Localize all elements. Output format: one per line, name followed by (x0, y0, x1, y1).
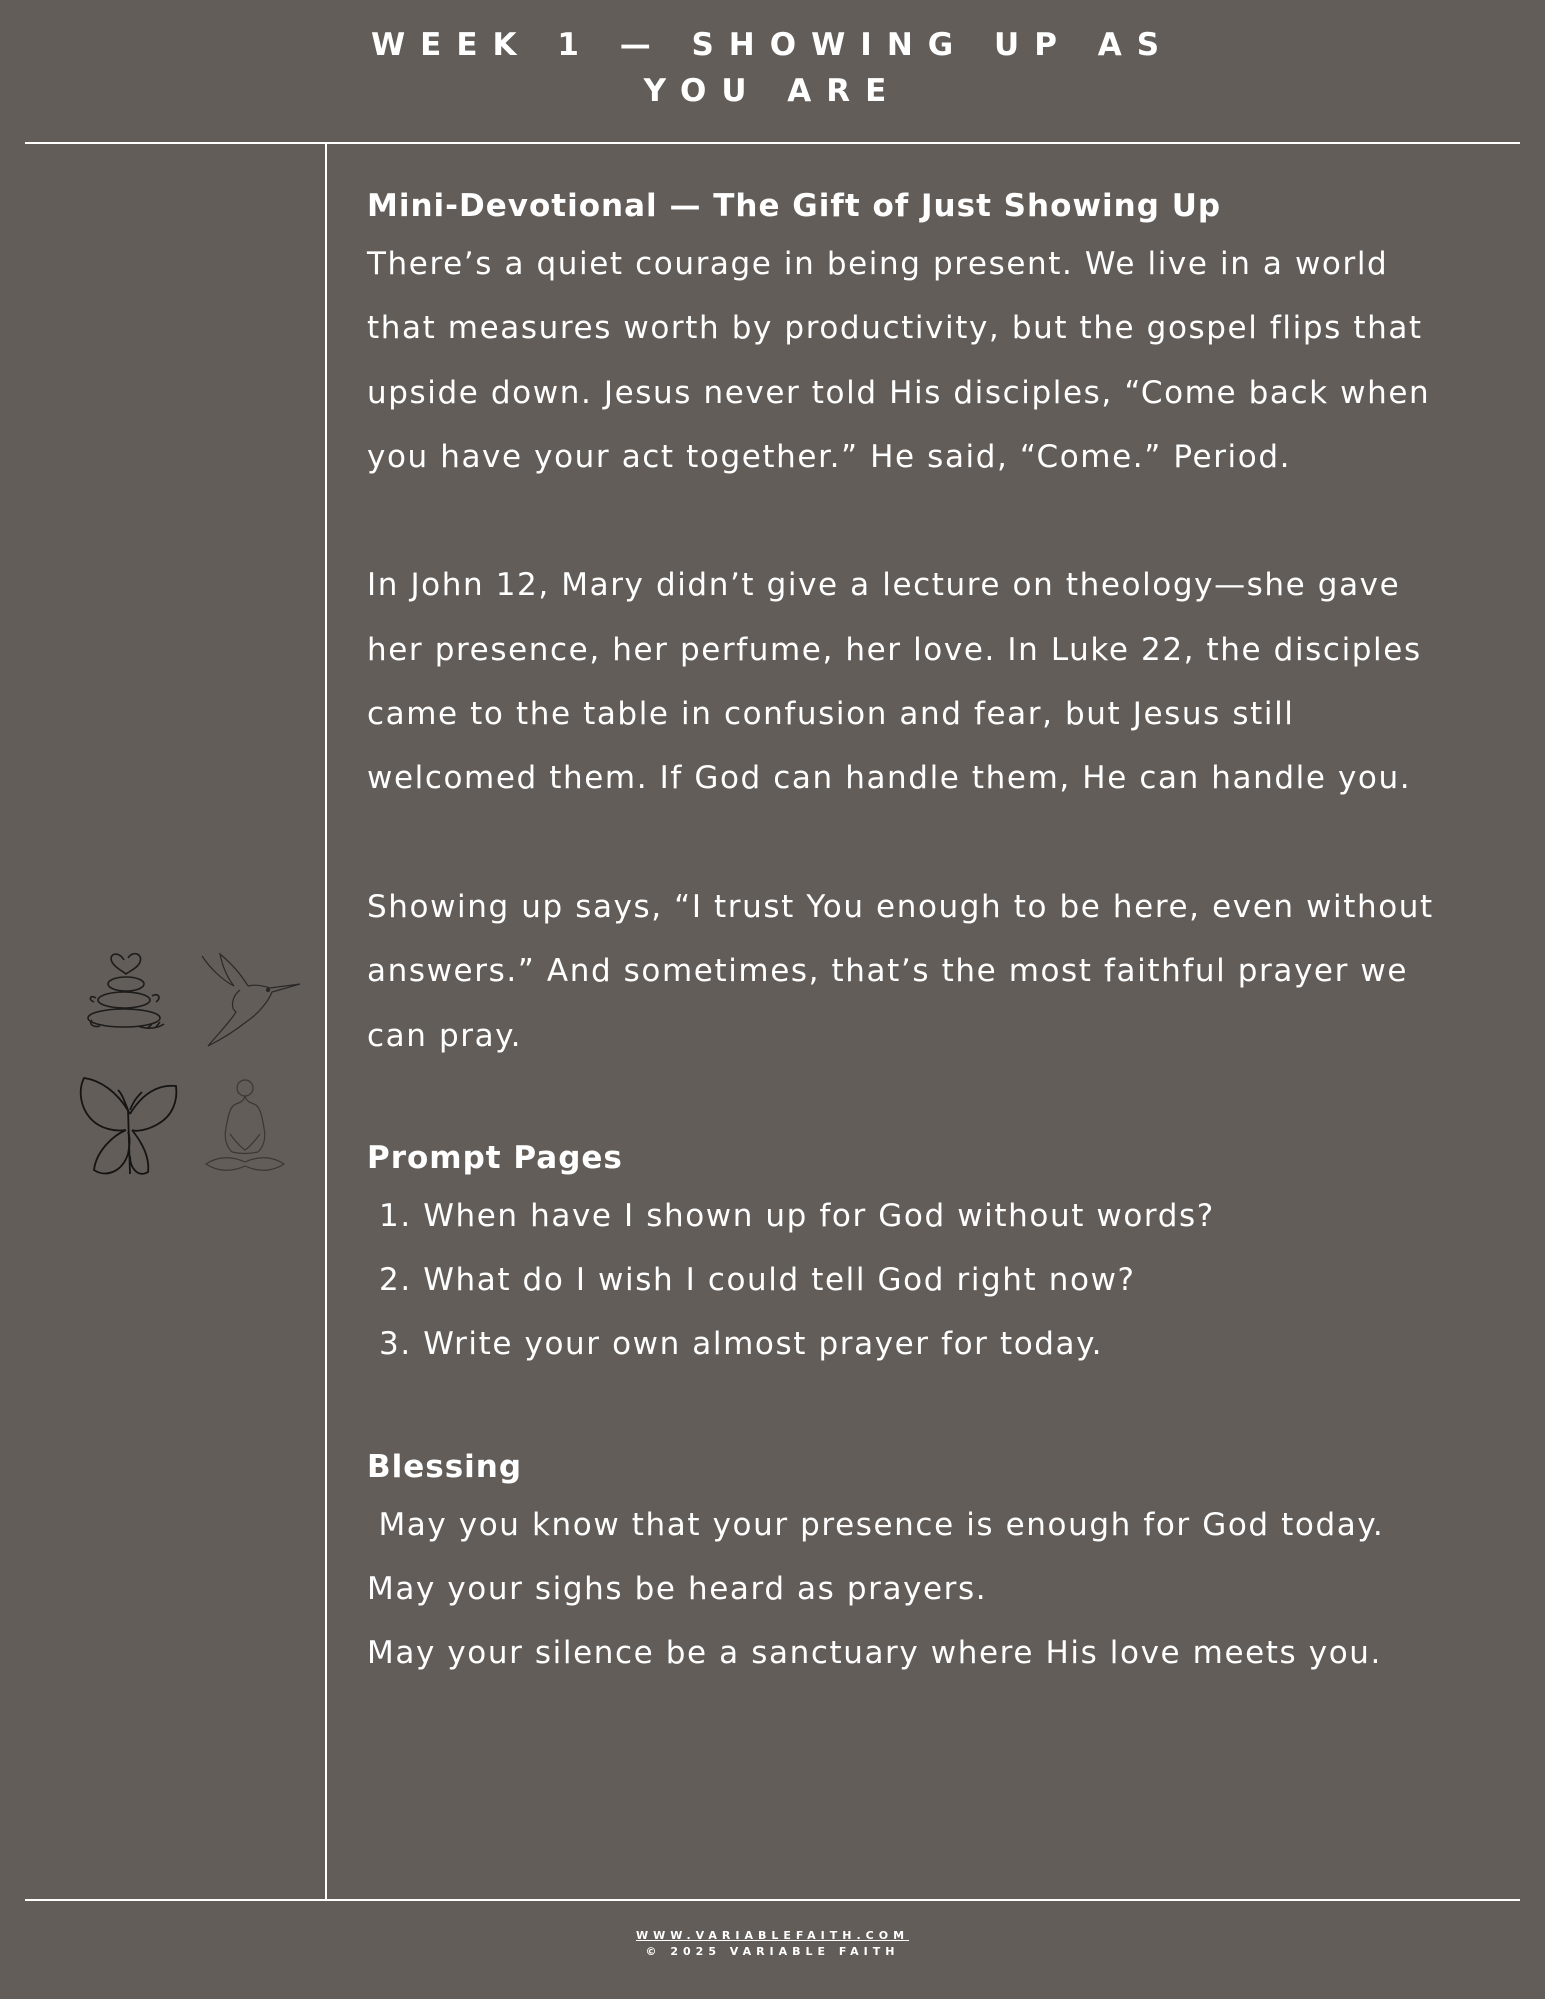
text-line: can pray. (367, 1017, 523, 1054)
page-title-line-1: WEEK 1 — SHOWING UP AS (370, 27, 1175, 63)
hummingbird-icon (196, 950, 302, 1050)
text-line: you have your act together.” He said, “Come.” Period. (367, 438, 1292, 475)
text-line: welcomed them. If God can handle them, He can handle you. (367, 760, 1412, 797)
devotional-paragraph-3 (367, 875, 1487, 1068)
blessing-section (367, 1441, 1487, 1686)
footer-website-link[interactable]: WWW.VARIABLEFAITH.COM (635, 1929, 910, 1942)
text-line: answers.” And sometimes, that’s the most faithful prayer we (367, 953, 1409, 990)
prompts-heading: Prompt Pages (367, 1139, 623, 1176)
prompt-list (367, 1184, 1487, 1377)
stacked-stones-heart-icon (78, 940, 178, 1040)
text-line: that measures worth by productivity, but the gospel flips that (367, 310, 1423, 347)
vertical-divider (325, 143, 327, 1899)
text-line: upside down. Jesus never told His disciples, “Come back when (367, 374, 1431, 411)
blessing-line: May you know that your presence is enough for God today. (367, 1506, 1385, 1543)
blessing-heading: Blessing (367, 1448, 523, 1485)
footer (0, 1928, 1545, 1960)
text-line: her presence, her perfume, her love. In Luke 22, the disciples (367, 631, 1422, 668)
devotional-paragraph-1 (367, 232, 1487, 489)
page-title (0, 22, 1545, 114)
main-content (367, 180, 1487, 1686)
devotional-section (367, 180, 1487, 1068)
text-line: There’s a quiet courage in being present. We live in a world (367, 246, 1389, 282)
list-item: 3. Write your own almost prayer for today. (379, 1326, 1104, 1363)
text-line: In John 12, Mary didn’t give a lecture on theology—she gave (367, 567, 1401, 604)
butterfly-icon (78, 1074, 182, 1182)
prompts-section (367, 1132, 1487, 1377)
list-item: 1. When have I shown up for God without words? (379, 1197, 1215, 1234)
text-line: Showing up says, “I trust You enough to be here, even without (367, 888, 1434, 925)
meditation-figure-icon (202, 1076, 288, 1178)
devotional-heading: Mini-Devotional — The Gift of Just Showing Up (367, 188, 1222, 224)
text-line: came to the table in confusion and fear, but Jesus still (367, 696, 1295, 733)
bottom-divider (25, 1899, 1520, 1901)
blessing-line: May your silence be a sanctuary where His love meets you. (367, 1635, 1382, 1672)
decorative-icon-group (78, 932, 308, 1182)
page-title-line-2: YOU ARE (643, 73, 902, 109)
blessing-line: May your sighs be heard as prayers. (367, 1571, 988, 1608)
footer-copyright: © 2025 VARIABLE FAITH (645, 1945, 900, 1958)
list-item: 2. What do I wish I could tell God right now? (379, 1262, 1136, 1299)
top-divider (25, 142, 1520, 144)
devotional-paragraph-2 (367, 553, 1487, 810)
